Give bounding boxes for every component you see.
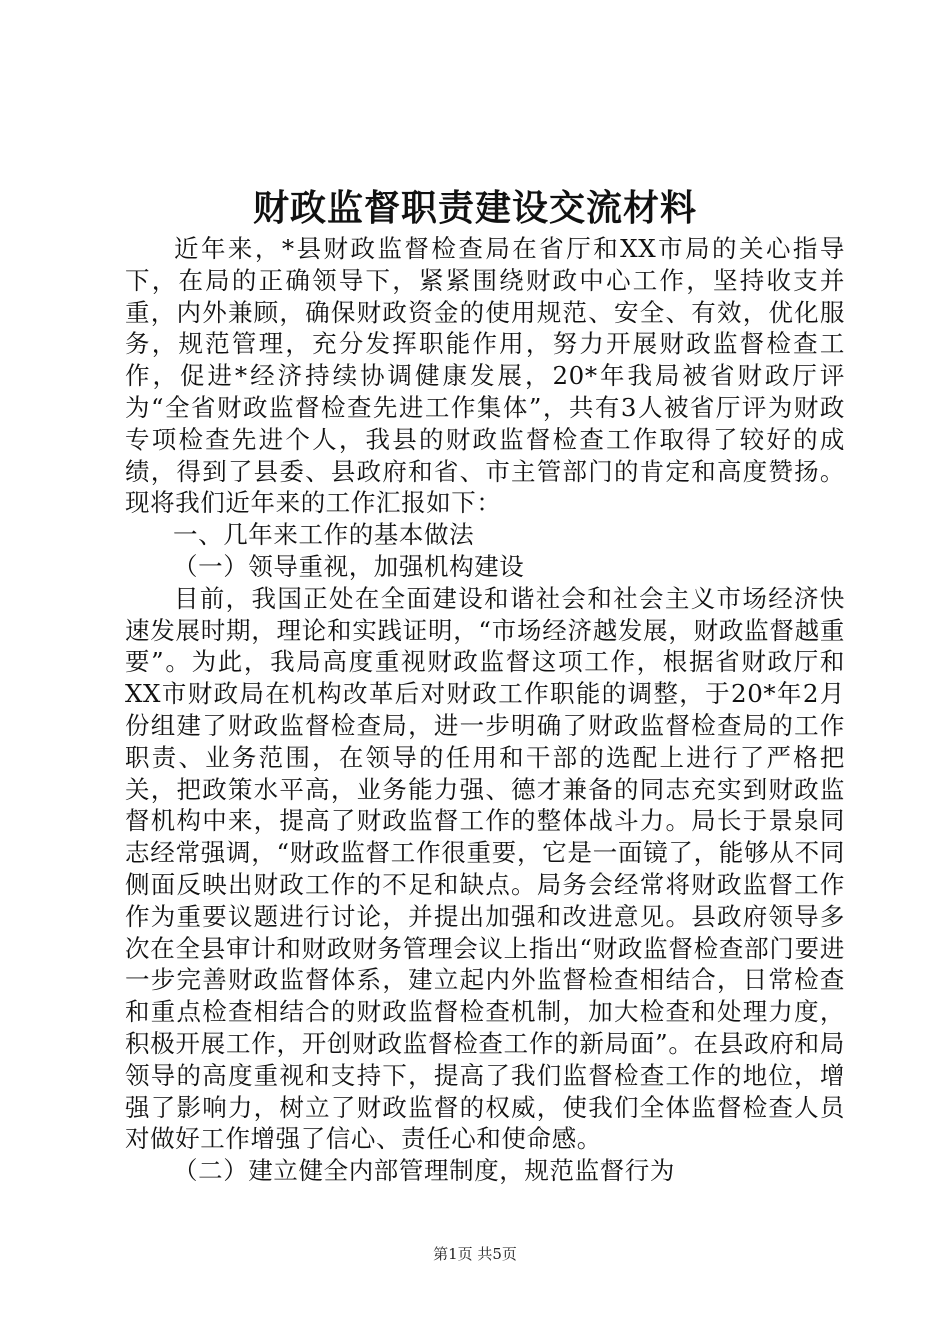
subsection-heading-1: （一）领导重视，加强机构建设: [173, 551, 525, 581]
document-title: 财政监督职责建设交流材料: [252, 187, 697, 229]
page-footer: 第1页 共5页: [433, 1245, 517, 1263]
section-heading-1: 一、几年来工作的基本做法: [173, 520, 475, 550]
intro-paragraph: 近年来，*县财政监督检查局在省厅和XX市局的关心指导下，在局的正确领导下，紧紧围绕财政中心工作，坚持收支并重，内外兼顾，确保财政资金的使用规范、安全、有效，优化服务，规范管理，充分发挥职能作用，努力开展财政监督检查工作，促进*经济持续协调健康发展，20*年我局被省财政厅评为“全省财政监督检查先进工作集体”，共有3人被省厅评为财政专项检查先进个人，我县的财政监督检查工作取得了较好的成绩，得到了县委、县政府和省、市主管部门的肯定和高度赞扬。现将我们近年来的工作汇报如下：: [125, 234, 845, 518]
subsection-heading-2: （二）建立健全内部管理制度，规范监督行为: [173, 1156, 675, 1186]
document-body: [125, 233, 845, 1187]
body-paragraph: 目前，我国正处在全面建设和谐社会和社会主义市场经济快速发展时期，理论和实践证明，“市场经济越发展，财政监督越重要”。为此，我局高度重视财政监督这项工作，根据省财政厅和XX市财政局在机构改革后对财政工作职能的调整，于20*年2月份组建了财政监督检查局，进一步明确了财政监督检查局的工作职责、业务范围，在领导的任用和干部的选配上进行了严格把关，把政策水平高，业务能力强、德才兼备的同志充实到财政监督机构中来，提高了财政监督工作的整体战斗力。局长于景泉同志经常强调，“财政监督工作很重要，它是一面镜了，能够从不同侧面反映出财政工作的不足和缺点。局务会经常将财政监督工作作为重要议题进行讨论，并提出加强和改进意见。县政府领导多次在全县审计和财政财务管理会议上指出“财政监督检查部门要进一步完善财政监督体系，建立起内外监督检查相结合，日常检查和重点检查相结合的财政监督检查机制，加大检查和处理力度，积极开展工作，开创财政监督检查工作的新局面”。在县政府和局领导的高度重视和支持下，提高了我们监督检查工作的地位，增强了影响力，树立了财政监督的权威，使我们全体监督检查人员对做好工作增强了信心、责任心和使命感。: [125, 583, 846, 1154]
